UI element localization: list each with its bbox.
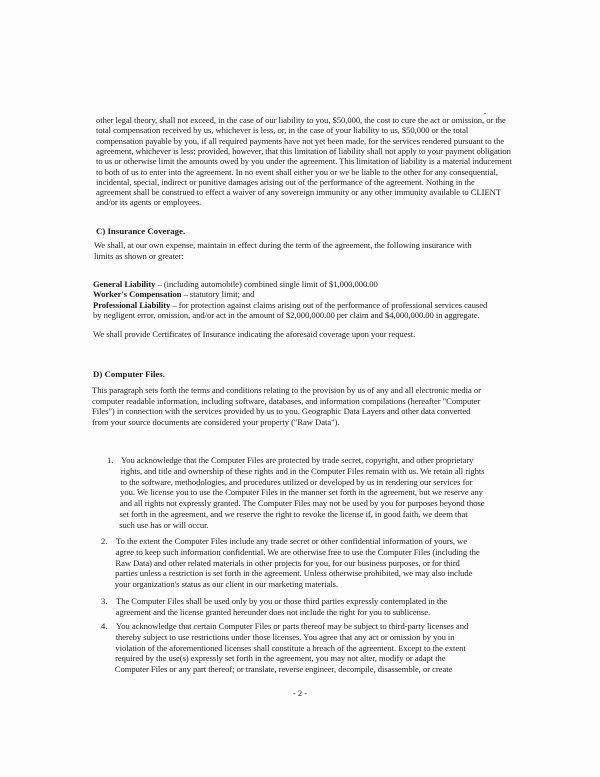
insurance-closing: We shall provide Certificates of Insurance indicating the aforesaid coverage upon your request. bbox=[93, 329, 416, 339]
section-d-heading: D) Computer Files. bbox=[93, 369, 165, 379]
list-item-line: required by the use(s) expressly set forth in the agreement, you may not alter, modify or adapt the bbox=[115, 653, 446, 664]
list-item-line: you. We license you to use the Computer Files in the manner set forth in the agreement, but we reserve any bbox=[120, 487, 483, 498]
list-item-line: to the software, methodologies, and procedures utilized or developed by us in rendering our services for bbox=[120, 476, 473, 487]
coverage-line bbox=[93, 310, 480, 320]
text-line: This paragraph sets forth the terms and conditions relating to the provision by us of any and all electronic media or bbox=[92, 385, 481, 395]
coverage-text: by negligent error, omission, and/or act in the amount of $2,000,000.00 per claim and $4,000,000.00 in aggregate. bbox=[93, 309, 480, 320]
coverage-label: Worker's Compensation bbox=[93, 289, 182, 300]
coverage-text: – (including automobile) combined single limit of $1,000,000.00 bbox=[155, 279, 378, 289]
list-item-line: thereby subject to use restrictions under those licenses. You agree that any act or omission by you in bbox=[115, 631, 455, 642]
list-item-line: set forth in the agreement, and we reserve the right to revoke the license if, in good faith, we deem that bbox=[119, 509, 468, 519]
list-item-number: 1. bbox=[107, 455, 114, 465]
list-item-line: The Computer Files shall be used only by you or those third parties expressly contemplated in the bbox=[116, 596, 448, 606]
coverage-label: Professional Liability bbox=[93, 299, 171, 310]
list-item-line: agree to keep such information confidential. We are otherwise free to use the Computer Files (including the bbox=[115, 546, 480, 557]
text-line: incidental, special, indirect or punitive damages arising out of the performance of the agreement. Nothing in the bbox=[96, 176, 475, 187]
list-item-line: To the extent the Computer Files include any trade secret or other confidential information of yours, we bbox=[116, 536, 467, 546]
text-line: compensation payable by you, if all required payments have not yet been made, for the services rendered pursuant to the bbox=[96, 135, 505, 146]
text-line: computer readable information, including software, databases, and information compilations (hereafter "Computer bbox=[92, 395, 481, 406]
list-item-line: You acknowledge that certain Computer Files or parts thereof may be subject to third-party licenses and bbox=[116, 621, 469, 631]
page-number: - 2 - bbox=[292, 688, 308, 698]
list-item-line: violation of the aforementioned licenses shall constitute a breach of the agreement. Except to the extent bbox=[115, 642, 466, 653]
text-line: and/or its agents or employees. bbox=[96, 197, 202, 208]
list-item-line: and all rights not expressly granted. The Computer Files may not be used by you for purposes beyond those bbox=[119, 498, 485, 509]
coverage-line bbox=[93, 289, 254, 299]
coverage-text: – statutory limit; and bbox=[181, 289, 255, 300]
list-item-line: Raw Data) and other related materials in other projects for you, for our business purposes, or for third bbox=[115, 557, 460, 568]
text-line: other legal theory, shall not exceed, in the case of our liability to you, $50,000, the cost to cure the act or omission, or the bbox=[96, 115, 506, 125]
text-line: to both of us to enter into the agreement. In no event shall either you or we be liable to the other for any consequential, bbox=[96, 166, 498, 177]
list-item-line: such use has or will occur. bbox=[119, 519, 209, 530]
list-item-line: your organization's status as our client in our marketing materials. bbox=[114, 579, 339, 590]
list-item-number: 4. bbox=[101, 621, 108, 631]
text-line: total compensation received by us, whichever is less, or, in the case of your liability to us, $50,000 or the total bbox=[96, 125, 469, 136]
list-item-number: 3. bbox=[101, 596, 108, 606]
text-line: Files") in connection with the services provided by us to you. Geographic Data Layers and other data converted bbox=[92, 406, 471, 416]
coverage-line bbox=[93, 300, 487, 310]
coverage-line bbox=[93, 279, 378, 289]
scan-speck bbox=[484, 113, 486, 114]
text-line: limits as shown or greater: bbox=[94, 250, 184, 261]
text-line: from your source documents are considered your property ("Raw Data"). bbox=[92, 416, 340, 427]
text-line: We shall, at our own expense, maintain in effect during the term of the agreement, the following insurance with bbox=[94, 240, 472, 250]
list-item-line: You acknowledge that the Computer Files are protected by trade secret, copyright, and other proprietary bbox=[121, 455, 474, 465]
list-item-line: agreement and the license granted hereunder does not include the right for you to sublicense. bbox=[115, 606, 431, 617]
section-c-heading: C) Insurance Coverage. bbox=[96, 226, 186, 236]
coverage-text: – for protection against claims arising out of the performance of professional services caused bbox=[170, 299, 488, 310]
list-item-line: parties unless a restriction is set forth in the agreement. Unless otherwise prohibited, we may also include bbox=[115, 568, 473, 579]
list-item-line: rights, and title and ownership of these rights and in the Computer Files remain with us. We retain all rights bbox=[120, 465, 485, 476]
list-item-number: 2. bbox=[101, 536, 108, 546]
text-line: to us or otherwise limit the amounts owed by you under the agreement. This limitation of liability is a material inducement bbox=[96, 156, 512, 167]
text-line: agreement shall be construed to effect a waiver of any sovereign immunity or any other immunity available to CLIENT bbox=[96, 187, 502, 198]
coverage-label: General Liability bbox=[93, 279, 156, 289]
list-item-line: Computer Files or any part thereof; or translate, reverse engineer, decompile, disassemble, or create bbox=[114, 664, 453, 675]
text-line: agreement, whichever is less; provided, however, that this limitation of liability shall not apply to your payment obligation bbox=[96, 145, 511, 156]
